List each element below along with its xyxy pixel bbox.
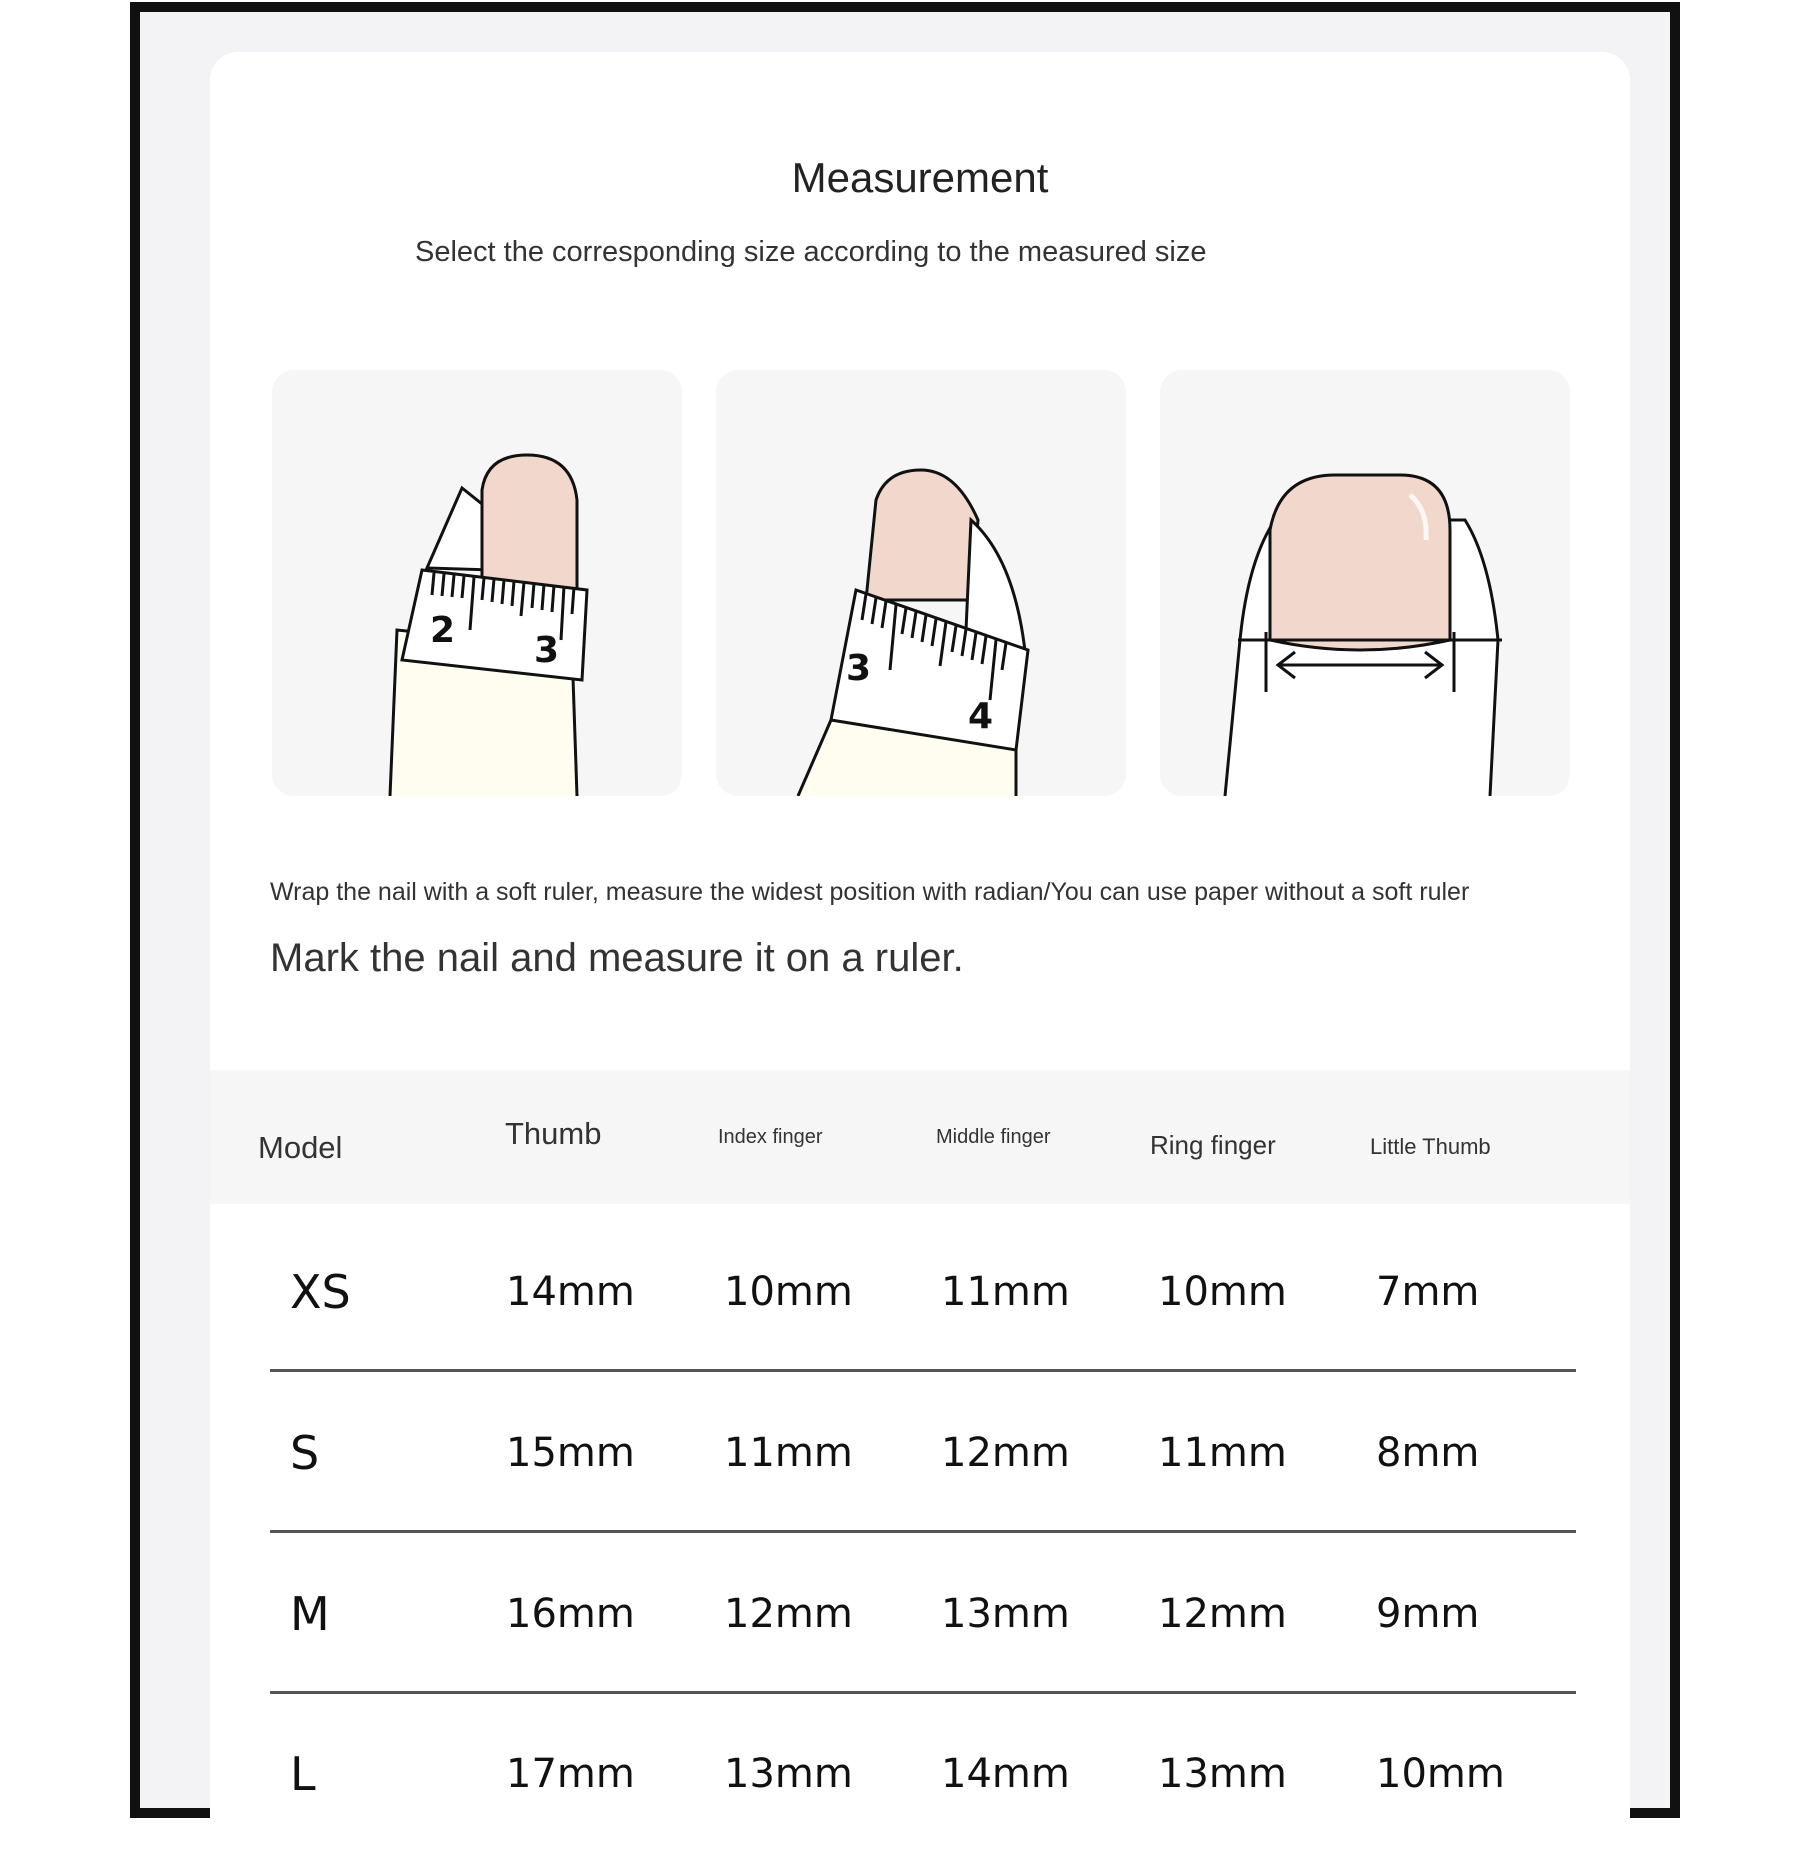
ruler-label: 2 — [430, 610, 456, 651]
table-row — [270, 1534, 1576, 1694]
measure-instructions-2: Mark the nail and measure it on a ruler. — [270, 936, 964, 980]
cell-middle: 12mm — [941, 1430, 1070, 1476]
cell-index: 10mm — [724, 1269, 853, 1315]
cell-ring: 12mm — [1158, 1591, 1287, 1637]
cell-ring: 10mm — [1158, 1269, 1287, 1315]
page-title: Measurement — [791, 154, 1049, 201]
header-ring-finger: Ring finger — [1150, 1130, 1276, 1160]
cell-index: 12mm — [724, 1591, 853, 1637]
subtitle: Select the corresponding size according to the measured size — [415, 236, 1207, 268]
size-guide-card — [210, 52, 1630, 1852]
header-model: Model — [258, 1130, 343, 1165]
table-row — [270, 1373, 1576, 1533]
row-model: S — [290, 1426, 320, 1480]
row-model: L — [290, 1747, 316, 1801]
ruler-label: 3 — [846, 648, 872, 689]
cell-thumb: 17mm — [506, 1751, 635, 1797]
frame — [130, 2, 1680, 1818]
cell-ring: 11mm — [1158, 1430, 1287, 1476]
table-row — [270, 1212, 1576, 1372]
header-index-finger: Index finger — [718, 1126, 823, 1148]
cell-thumb: 14mm — [506, 1269, 635, 1315]
nail-width-illustration — [1160, 370, 1570, 796]
illustration-panels — [272, 370, 1570, 796]
row-divider — [270, 1369, 1576, 1372]
cell-little: 10mm — [1376, 1751, 1505, 1797]
cell-middle: 13mm — [941, 1591, 1070, 1637]
table-header — [210, 1070, 1630, 1204]
ruler-label: 4 — [968, 696, 994, 737]
measure-instructions: Wrap the nail with a soft ruler, measure the widest position with radian/You can use paper without a soft ruler — [270, 878, 1470, 906]
cell-little: 9mm — [1376, 1591, 1480, 1637]
cell-thumb: 15mm — [506, 1430, 635, 1476]
finger-ruler-illustration — [716, 370, 1126, 796]
thumb-ruler-illustration — [272, 370, 682, 796]
header-middle-finger: Middle finger — [936, 1126, 1051, 1148]
cell-index: 11mm — [724, 1430, 853, 1476]
header-thumb: Thumb — [505, 1116, 602, 1151]
row-divider — [270, 1530, 1576, 1533]
cell-middle: 14mm — [941, 1751, 1070, 1797]
header-little-thumb: Little Thumb — [1370, 1134, 1491, 1159]
cell-little: 8mm — [1376, 1430, 1480, 1476]
ruler-label: 3 — [534, 630, 560, 671]
cell-ring: 13mm — [1158, 1751, 1287, 1797]
row-model: XS — [290, 1265, 351, 1319]
cell-index: 13mm — [724, 1751, 853, 1797]
cell-little: 7mm — [1376, 1269, 1480, 1315]
row-model: M — [290, 1587, 330, 1641]
cell-middle: 11mm — [941, 1269, 1070, 1315]
cell-thumb: 16mm — [506, 1591, 635, 1637]
table-row — [270, 1694, 1576, 1854]
